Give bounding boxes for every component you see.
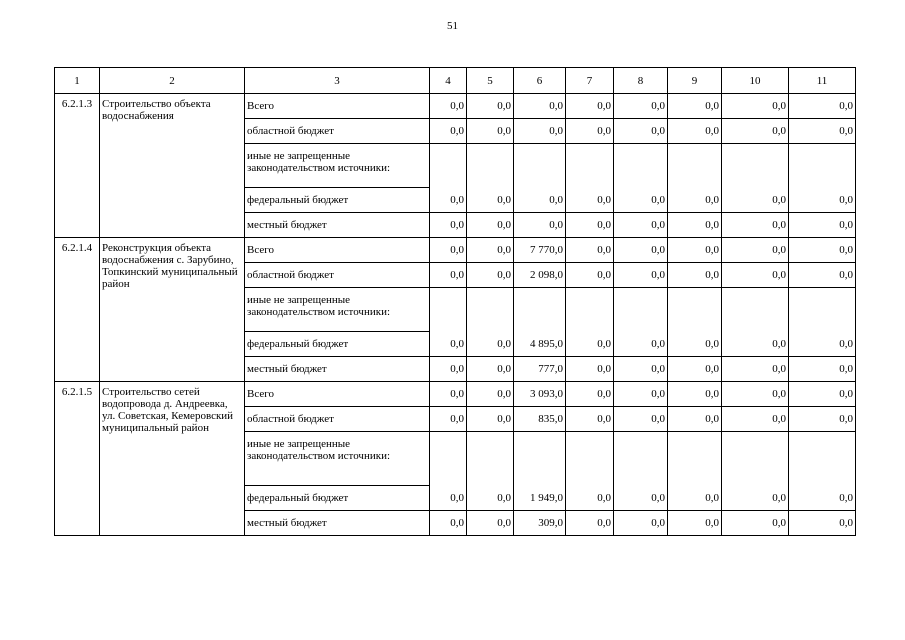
value-cell bbox=[668, 288, 722, 332]
value-cell: 0,0 bbox=[722, 382, 789, 407]
value-cell: 0,0 bbox=[467, 382, 514, 407]
value-cell: 0,0 bbox=[467, 188, 514, 213]
value-cell: 0,0 bbox=[467, 119, 514, 144]
value-cell: 0,0 bbox=[668, 486, 722, 511]
value-cell: 0,0 bbox=[614, 332, 668, 357]
funding-source: областной бюджет bbox=[245, 263, 430, 288]
value-cell: 0,0 bbox=[722, 357, 789, 382]
value-cell: 0,0 bbox=[789, 382, 856, 407]
budget-table-body bbox=[55, 68, 856, 536]
value-cell: 0,0 bbox=[668, 238, 722, 263]
value-cell: 0,0 bbox=[467, 94, 514, 119]
value-cell: 0,0 bbox=[430, 332, 467, 357]
value-cell: 0,0 bbox=[614, 382, 668, 407]
value-cell: 0,0 bbox=[566, 357, 614, 382]
value-cell bbox=[668, 432, 722, 486]
value-cell: 0,0 bbox=[668, 94, 722, 119]
value-cell: 0,0 bbox=[514, 94, 566, 119]
value-cell bbox=[430, 288, 467, 332]
header-cell: 5 bbox=[467, 68, 514, 94]
value-cell: 0,0 bbox=[614, 357, 668, 382]
value-cell: 0,0 bbox=[566, 407, 614, 432]
funding-source: областной бюджет bbox=[245, 119, 430, 144]
value-cell bbox=[514, 288, 566, 332]
value-cell: 0,0 bbox=[789, 94, 856, 119]
value-cell bbox=[430, 144, 467, 188]
value-cell: 0,0 bbox=[614, 119, 668, 144]
value-cell: 0,0 bbox=[668, 213, 722, 238]
value-cell: 0,0 bbox=[430, 188, 467, 213]
value-cell: 0,0 bbox=[430, 213, 467, 238]
value-cell: 0,0 bbox=[566, 332, 614, 357]
funding-source: местный бюджет bbox=[245, 511, 430, 536]
value-cell: 0,0 bbox=[430, 119, 467, 144]
value-cell: 309,0 bbox=[514, 511, 566, 536]
value-cell: 0,0 bbox=[668, 263, 722, 288]
value-cell bbox=[668, 144, 722, 188]
value-cell: 7 770,0 bbox=[514, 238, 566, 263]
value-cell: 0,0 bbox=[467, 511, 514, 536]
value-cell: 0,0 bbox=[467, 357, 514, 382]
value-cell: 0,0 bbox=[722, 407, 789, 432]
value-cell: 0,0 bbox=[722, 188, 789, 213]
value-cell bbox=[514, 432, 566, 486]
value-cell: 0,0 bbox=[566, 94, 614, 119]
value-cell bbox=[467, 288, 514, 332]
value-cell: 0,0 bbox=[789, 238, 856, 263]
value-cell: 0,0 bbox=[789, 263, 856, 288]
funding-source: иные не запрещенные законодательством источники: bbox=[245, 432, 430, 486]
value-cell: 0,0 bbox=[668, 511, 722, 536]
value-cell: 0,0 bbox=[789, 357, 856, 382]
header-cell: 2 bbox=[100, 68, 245, 94]
funding-source: федеральный бюджет bbox=[245, 188, 430, 213]
item-code: 6.2.1.3 bbox=[55, 94, 100, 238]
value-cell: 0,0 bbox=[722, 94, 789, 119]
value-cell: 0,0 bbox=[668, 119, 722, 144]
page-number: 51 bbox=[447, 20, 458, 32]
value-cell bbox=[789, 144, 856, 188]
funding-source: областной бюджет bbox=[245, 407, 430, 432]
value-cell: 0,0 bbox=[614, 486, 668, 511]
header-cell: 7 bbox=[566, 68, 614, 94]
value-cell: 0,0 bbox=[566, 382, 614, 407]
funding-source: федеральный бюджет bbox=[245, 486, 430, 511]
item-code: 6.2.1.4 bbox=[55, 238, 100, 382]
header-cell: 1 bbox=[55, 68, 100, 94]
value-cell bbox=[722, 144, 789, 188]
value-cell: 777,0 bbox=[514, 357, 566, 382]
value-cell: 0,0 bbox=[514, 213, 566, 238]
value-cell bbox=[789, 288, 856, 332]
value-cell: 0,0 bbox=[722, 332, 789, 357]
value-cell: 0,0 bbox=[566, 238, 614, 263]
value-cell: 1 949,0 bbox=[514, 486, 566, 511]
value-cell bbox=[722, 432, 789, 486]
value-cell: 0,0 bbox=[566, 511, 614, 536]
header-cell: 8 bbox=[614, 68, 668, 94]
value-cell: 0,0 bbox=[566, 119, 614, 144]
table-row bbox=[55, 382, 856, 407]
value-cell: 0,0 bbox=[614, 407, 668, 432]
header-cell: 6 bbox=[514, 68, 566, 94]
value-cell: 0,0 bbox=[614, 94, 668, 119]
value-cell bbox=[614, 432, 668, 486]
funding-source: иные не запрещенные законодательством источники: bbox=[245, 288, 430, 332]
funding-source: Всего bbox=[245, 238, 430, 263]
value-cell: 0,0 bbox=[566, 213, 614, 238]
table-row bbox=[55, 94, 856, 119]
header-cell: 4 bbox=[430, 68, 467, 94]
value-cell: 0,0 bbox=[467, 263, 514, 288]
value-cell: 0,0 bbox=[668, 357, 722, 382]
header-cell: 11 bbox=[789, 68, 856, 94]
value-cell: 0,0 bbox=[566, 188, 614, 213]
item-name: Реконструкция объекта водоснабжения с. Зарубино, Топкинский муниципальный район bbox=[100, 238, 245, 382]
value-cell: 0,0 bbox=[467, 407, 514, 432]
value-cell bbox=[789, 432, 856, 486]
header-cell: 3 bbox=[245, 68, 430, 94]
value-cell: 0,0 bbox=[789, 332, 856, 357]
funding-source: местный бюджет bbox=[245, 357, 430, 382]
value-cell: 0,0 bbox=[467, 486, 514, 511]
value-cell: 0,0 bbox=[722, 511, 789, 536]
funding-source: Всего bbox=[245, 94, 430, 119]
value-cell: 0,0 bbox=[789, 407, 856, 432]
value-cell: 0,0 bbox=[789, 486, 856, 511]
funding-source: местный бюджет bbox=[245, 213, 430, 238]
value-cell: 0,0 bbox=[668, 188, 722, 213]
value-cell bbox=[514, 144, 566, 188]
value-cell bbox=[566, 432, 614, 486]
value-cell: 0,0 bbox=[668, 332, 722, 357]
value-cell: 0,0 bbox=[430, 511, 467, 536]
value-cell: 0,0 bbox=[566, 486, 614, 511]
value-cell: 0,0 bbox=[430, 357, 467, 382]
value-cell: 0,0 bbox=[789, 511, 856, 536]
header-cell: 9 bbox=[668, 68, 722, 94]
value-cell: 0,0 bbox=[430, 486, 467, 511]
value-cell bbox=[467, 432, 514, 486]
value-cell: 0,0 bbox=[430, 263, 467, 288]
value-cell: 0,0 bbox=[514, 188, 566, 213]
value-cell bbox=[467, 144, 514, 188]
value-cell: 0,0 bbox=[722, 213, 789, 238]
value-cell: 835,0 bbox=[514, 407, 566, 432]
value-cell: 0,0 bbox=[430, 407, 467, 432]
value-cell: 2 098,0 bbox=[514, 263, 566, 288]
item-name: Строительство сетей водопровода д. Андреевка, ул. Советская, Кемеровский муниципальный район bbox=[100, 382, 245, 536]
item-name: Строительство объекта водоснабжения bbox=[100, 94, 245, 238]
value-cell bbox=[614, 144, 668, 188]
funding-source: иные не запрещенные законодательством источники: bbox=[245, 144, 430, 188]
value-cell bbox=[430, 432, 467, 486]
value-cell: 0,0 bbox=[430, 382, 467, 407]
value-cell: 0,0 bbox=[467, 213, 514, 238]
header-row bbox=[55, 68, 856, 94]
value-cell: 0,0 bbox=[668, 382, 722, 407]
value-cell bbox=[566, 288, 614, 332]
value-cell: 0,0 bbox=[467, 332, 514, 357]
funding-source: федеральный бюджет bbox=[245, 332, 430, 357]
value-cell: 0,0 bbox=[566, 263, 614, 288]
table-row bbox=[55, 238, 856, 263]
value-cell bbox=[614, 288, 668, 332]
value-cell: 0,0 bbox=[722, 119, 789, 144]
value-cell: 3 093,0 bbox=[514, 382, 566, 407]
budget-table bbox=[54, 67, 856, 536]
value-cell bbox=[722, 288, 789, 332]
value-cell: 0,0 bbox=[614, 188, 668, 213]
value-cell: 0,0 bbox=[722, 486, 789, 511]
value-cell: 0,0 bbox=[430, 238, 467, 263]
value-cell: 0,0 bbox=[614, 511, 668, 536]
value-cell: 0,0 bbox=[614, 238, 668, 263]
value-cell: 4 895,0 bbox=[514, 332, 566, 357]
value-cell bbox=[566, 144, 614, 188]
value-cell: 0,0 bbox=[514, 119, 566, 144]
funding-source: Всего bbox=[245, 382, 430, 407]
value-cell: 0,0 bbox=[668, 407, 722, 432]
value-cell: 0,0 bbox=[789, 213, 856, 238]
header-cell: 10 bbox=[722, 68, 789, 94]
value-cell: 0,0 bbox=[467, 238, 514, 263]
value-cell: 0,0 bbox=[722, 238, 789, 263]
value-cell: 0,0 bbox=[722, 263, 789, 288]
value-cell: 0,0 bbox=[430, 94, 467, 119]
item-code: 6.2.1.5 bbox=[55, 382, 100, 536]
value-cell: 0,0 bbox=[614, 213, 668, 238]
value-cell: 0,0 bbox=[789, 119, 856, 144]
value-cell: 0,0 bbox=[789, 188, 856, 213]
value-cell: 0,0 bbox=[614, 263, 668, 288]
